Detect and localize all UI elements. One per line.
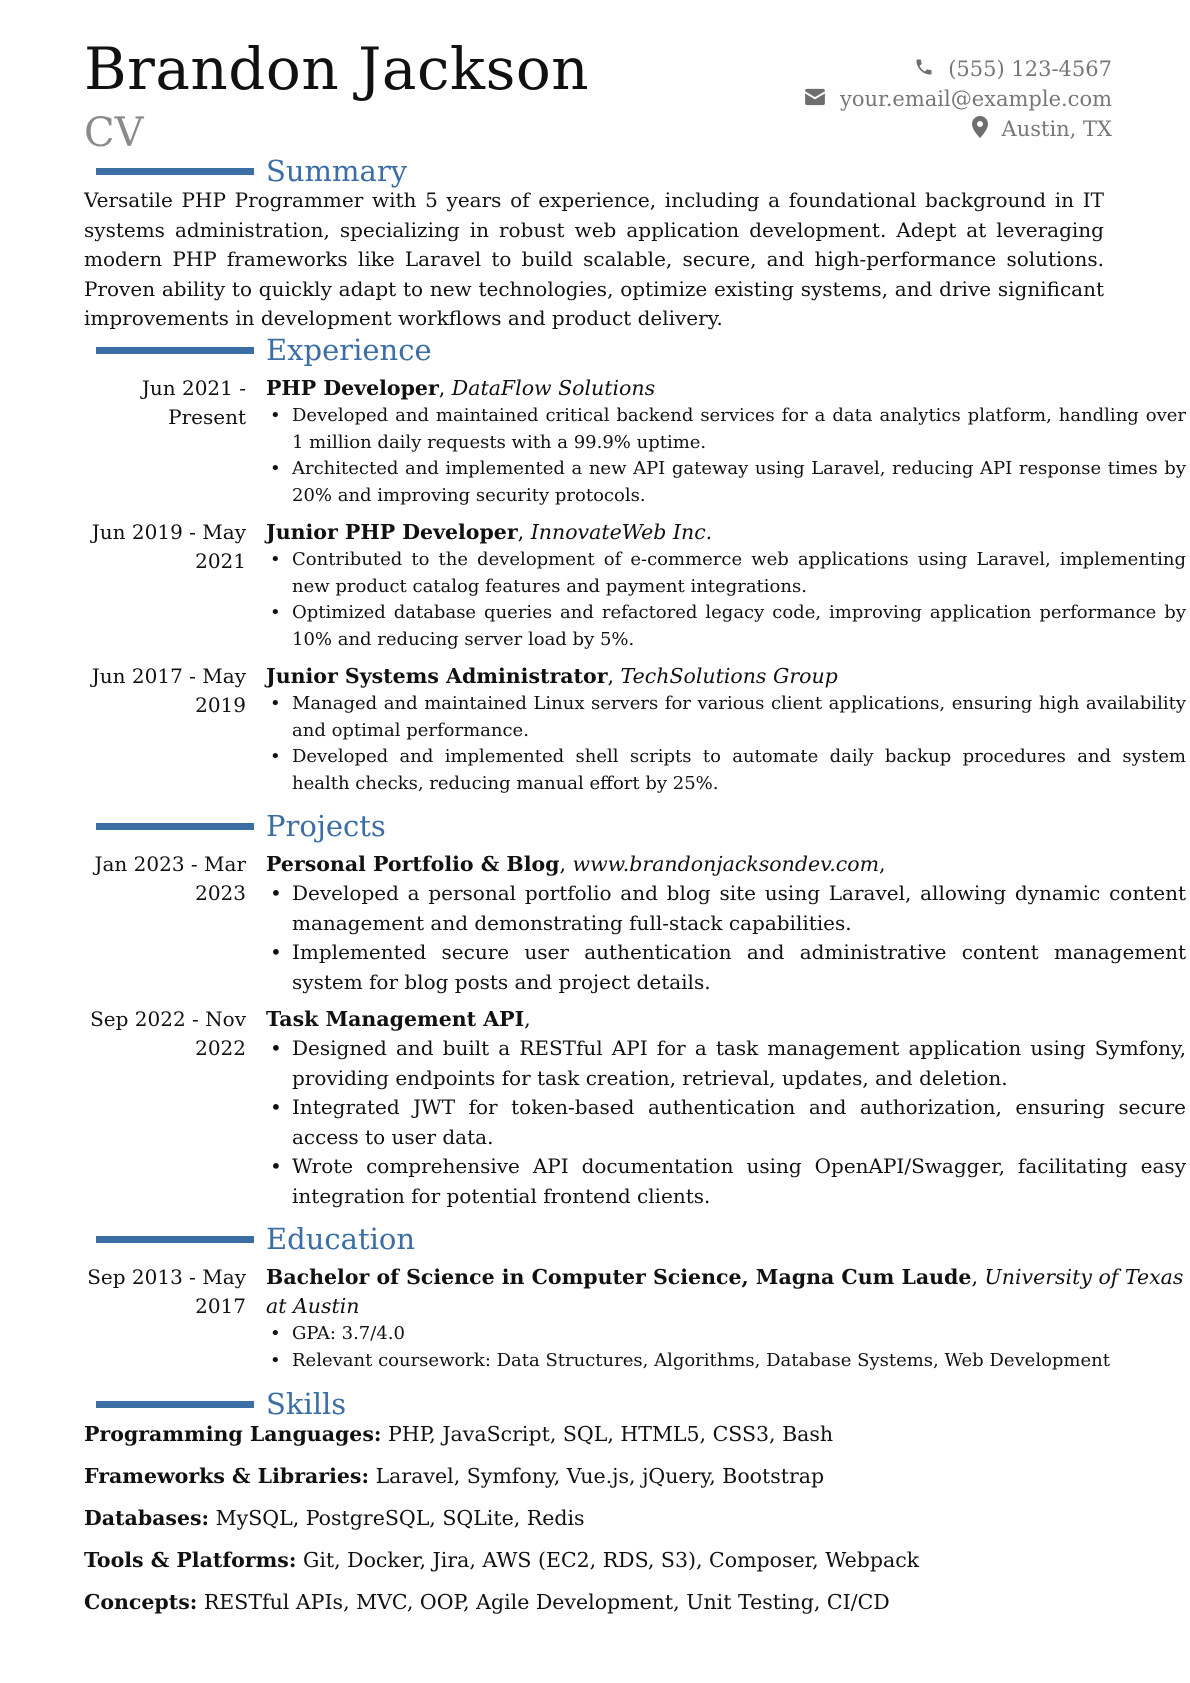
degree-title: Bachelor of Science in Computer Science, Magna Cum Laude xyxy=(266,1265,972,1289)
contact-email[interactable] xyxy=(804,84,1112,114)
skills-heading xyxy=(96,1386,346,1422)
map-pin-icon xyxy=(972,116,988,143)
document-subtitle: CV xyxy=(84,110,144,156)
skill-row xyxy=(84,1546,1104,1588)
skill-value: Laravel, Symfony, Vue.js, jQuery, Bootstrap xyxy=(375,1464,825,1488)
entry-body xyxy=(266,374,1186,509)
candidate-name: Brandon Jackson xyxy=(84,35,590,103)
contact-block xyxy=(804,54,1112,144)
envelope-icon xyxy=(804,87,826,111)
entry-body xyxy=(266,518,1186,653)
skill-label: Frameworks & Libraries: xyxy=(84,1464,370,1488)
bullet-list xyxy=(266,1034,1186,1211)
bullet-list xyxy=(266,403,1186,509)
section-rule xyxy=(96,1401,254,1408)
bullet-item: • Relevant coursework: Data Structures, Algorithms, Database Systems, Web Development xyxy=(266,1348,1186,1375)
entry-body xyxy=(266,1263,1186,1374)
location-text: Austin, TX xyxy=(1001,117,1112,141)
bullet-list xyxy=(266,691,1186,797)
skill-row xyxy=(84,1504,1104,1546)
skill-value: PHP, JavaScript, SQL, HTML5, CSS3, Bash xyxy=(388,1422,834,1446)
bullet-item: • Architected and implemented a new API gateway using Laravel, reducing API response times by 20% and improving security protocols. xyxy=(266,456,1186,509)
phone-text: (555) 123-4567 xyxy=(948,57,1112,81)
skill-label: Tools & Platforms: xyxy=(84,1548,297,1572)
entry-title: Junior Systems Administrator, TechSolutions Group xyxy=(266,664,838,688)
entry-title: Task Management API, xyxy=(266,1007,531,1031)
skill-row xyxy=(84,1462,1104,1504)
section-rule xyxy=(96,168,254,175)
skills-list xyxy=(84,1420,1104,1630)
entry-title: Bachelor of Science in Computer Science, Magna Cum Laude, University of Texas at Austin xyxy=(266,1265,1184,1318)
project-title: Task Management API xyxy=(266,1007,525,1031)
experience-title: Experience xyxy=(266,332,432,367)
projects-heading xyxy=(96,808,386,844)
phone-icon xyxy=(914,57,934,82)
skill-label: Programming Languages: xyxy=(84,1422,382,1446)
skill-value: Git, Docker, Jira, AWS (EC2, RDS, S3), Composer, Webpack xyxy=(302,1548,920,1572)
skill-label: Concepts: xyxy=(84,1590,198,1614)
job-title: PHP Developer xyxy=(266,376,439,400)
job-title: Junior Systems Administrator xyxy=(266,664,608,688)
skills-title: Skills xyxy=(266,1386,347,1421)
bullet-item: • Wrote comprehensive API documentation using OpenAPI/Swagger, facilitating easy integration for potential frontend clients. xyxy=(266,1152,1186,1211)
entry-date: Jun 2017 - May 2019 xyxy=(91,664,246,717)
contact-location xyxy=(804,114,1112,144)
entry-body xyxy=(266,662,1186,797)
summary-title: Summary xyxy=(266,153,408,188)
skill-label: Databases: xyxy=(84,1506,210,1530)
bullet-item: • Designed and built a RESTful API for a task management application using Symfony, providing endpoints for task creation, retrieval, updates, and deletion. xyxy=(266,1034,1186,1093)
bullet-item: • Contributed to the development of e-commerce web applications using Laravel, implementing new product catalog features and payment integrations. xyxy=(266,547,1186,600)
company-name: DataFlow Solutions xyxy=(451,376,656,400)
education-title: Education xyxy=(266,1221,416,1256)
skill-row xyxy=(84,1588,1104,1630)
school-name: University of Texas at Austin xyxy=(266,1265,1184,1318)
section-rule xyxy=(96,823,254,830)
section-rule xyxy=(96,347,254,354)
job-title: Junior PHP Developer xyxy=(266,520,518,544)
entry-body xyxy=(266,850,1186,997)
bullet-item: • Implemented secure user authentication and administrative content management system for blog posts and project details. xyxy=(266,938,1186,997)
bullet-item: • Managed and maintained Linux servers for various client applications, ensuring high availability and optimal performance. xyxy=(266,691,1186,744)
education-heading xyxy=(96,1221,415,1257)
bullet-item: • Integrated JWT for token-based authentication and authorization, ensuring secure access to user data. xyxy=(266,1093,1186,1152)
bullet-list xyxy=(266,547,1186,653)
entry-date: Jun 2019 - May 2021 xyxy=(91,520,246,573)
entry-date: Sep 2022 - Nov 2022 xyxy=(90,1007,246,1060)
skill-row xyxy=(84,1420,1104,1462)
entry-title: PHP Developer, DataFlow Solutions xyxy=(266,376,656,400)
bullet-item: • Developed and maintained critical backend services for a data analytics platform, handling over 1 million daily requests with a 99.9% uptime. xyxy=(266,403,1186,456)
summary-heading xyxy=(96,153,407,189)
projects-title: Projects xyxy=(266,808,386,843)
company-name: TechSolutions Group xyxy=(620,664,838,688)
bullet-item: • GPA: 3.7/4.0 xyxy=(266,1321,1186,1348)
summary-text: Versatile PHP Programmer with 5 years of experience, including a foundational background in IT systems administration, specializing in robust web application development. Adept at leveraging modern PHP frameworks like Laravel to build scalable, secure, and high-performance solutions. Proven ability to quickly adapt to new technologies, optimize existing systems, and drive significant improvements in development workflows and product delivery. xyxy=(84,188,1104,330)
bullet-item: • Developed and implemented shell scripts to automate daily backup procedures and system health checks, reducing manual effort by 25%. xyxy=(266,744,1186,797)
company-name: InnovateWeb Inc. xyxy=(530,520,713,544)
experience-heading xyxy=(96,332,432,368)
entry-date: Jan 2023 - Mar 2023 xyxy=(94,852,246,905)
contact-phone xyxy=(804,54,1112,84)
skill-value: MySQL, PostgreSQL, SQLite, Redis xyxy=(215,1506,585,1530)
bullet-list xyxy=(266,879,1186,997)
bullet-item: • Developed a personal portfolio and blog site using Laravel, allowing dynamic content management and demonstrating full-stack capabilities. xyxy=(266,879,1186,938)
bullet-item: • Optimized database queries and refactored legacy code, improving application performance by 10% and reducing server load by 5%. xyxy=(266,600,1186,653)
entry-date: Jun 2021 - Present xyxy=(141,376,246,429)
entry-date: Sep 2013 - May 2017 xyxy=(87,1265,246,1318)
skill-value: RESTful APIs, MVC, OOP, Agile Development, Unit Testing, CI/CD xyxy=(203,1590,890,1614)
section-rule xyxy=(96,1236,254,1243)
entry-title: Personal Portfolio & Blog, www.brandonjacksondev.com, xyxy=(266,852,886,876)
project-url[interactable]: www.brandonjacksondev.com xyxy=(572,852,880,876)
email-link[interactable]: your.email@example.com xyxy=(839,87,1112,111)
bullet-list xyxy=(266,1321,1186,1374)
project-title: Personal Portfolio & Blog xyxy=(266,852,560,876)
entry-title: Junior PHP Developer, InnovateWeb Inc. xyxy=(266,520,713,544)
entry-body xyxy=(266,1005,1186,1211)
